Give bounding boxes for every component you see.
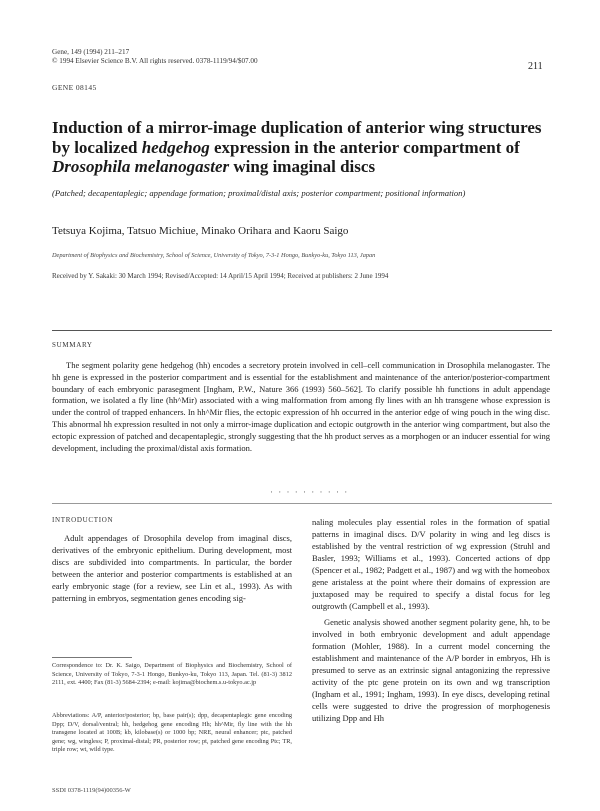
right-column xyxy=(312,516,550,724)
left-column xyxy=(52,532,292,604)
title-species: Drosophila melanogaster xyxy=(52,157,230,176)
intro-right-paragraph-2: Genetic analysis showed another segment polarity gene, hh, to be involved in both embryonic development and adult appendage formation (Mohler, 1988). In a current model concerning the establishment and maintenance of the A/P border in embryos, Hh is presumed to serve as an extrinsic signal antagonizing the repressive activity of the ptc gene protein on its own and wg transcription (Ingham et al., 1991; Ingham, 1993). In eye discs, developing retinal cells were suggested to drive the progression of morphogenesis utilizing Dpp and Hh xyxy=(312,617,550,723)
abbreviations-note: Abbreviations: A/P, anterior/posterior; bp, base pair(s); dpp, decapentaplegic gene encoding Dpp; D/V, dorsal/ventral; hh, hedgehog gene encoding Hh; hh^Mir, fly line with the hh transgene located at 100B; kb, kilobase(s) or 1000 bp; NRE, neural enhancer; ptc, patched gene; wg, wingless; P, proximal-distal; PR, posterior row; pt, patched gene encoding Ptc; TR, triple row; wt, wild type. xyxy=(52,712,292,754)
page-number: 211 xyxy=(528,61,543,72)
received-dates: Received by Y. Sakaki: 30 March 1994; Revised/Accepted: 14 April/15 April 1994; Received at publishers: 2 June 1994 xyxy=(52,272,389,280)
affiliation: Department of Biophysics and Biochemistry, School of Science, University of Tokyo, 7-3-1 Hongo, Bunkyo-ku, Tokyo 113, Japan xyxy=(52,252,376,259)
journal-citation: Gene, 149 (1994) 211–217 xyxy=(52,48,130,56)
intro-right-paragraph-1: naling molecules play essential roles in the formation of spatial patterns in imaginal discs. D/V polarity in wing and leg discs is established by the ventral restriction of wg expression (Struhl and Basler, 1993; Williams et al., 1993). Concerted actions of dpp (Spencer et al., 1982; Padgett et al., 1987) and wg with the homeobox gene aristaless at the point where their domains of expression are juxtaposed may be required to specify a distal focus for leg outgrowth (Campbell et al., 1993). xyxy=(312,517,550,611)
ssdi-footer: SSDI 0378-1119(94)00356-W xyxy=(52,787,131,794)
footnote-rule xyxy=(52,657,132,658)
title-post: wing imaginal discs xyxy=(229,157,376,176)
article-title xyxy=(52,118,552,177)
title-mid: expression in the anterior compartment of xyxy=(209,137,520,157)
title-gene: hedgehog xyxy=(141,137,210,157)
authors: Tetsuya Kojima, Tatsuo Michiue, Minako Orihara and Kaoru Saigo xyxy=(52,225,349,237)
intro-left-paragraph: Adult appendages of Drosophila develop from imaginal discs, derivatives of the embryonic epithelium. During development, most discs are subdivided into compartments. In particular, the border between the anterior and posterior compartments is established at an early embryonic stage (for a review, see Lin et al., 1993). As with patterning in embryos, segmentation genes encoding sig- xyxy=(52,533,292,603)
title-pre: Induction of a mirror-image duplication of anterior wing structures by localized xyxy=(52,118,542,157)
correspondence-note: Correspondence to: Dr. K. Saigo, Department of Biophysics and Biochemistry, School of Science, University of Tokyo, 7-3-1 Hongo, Bunkyo-ku, Tokyo 113, Japan. Tel. (81-3) 3812 2111, ext. 4400; Fax (81-3) 5684-2394; e-mail: kojima@biochem.s.u-tokyo.ac.jp xyxy=(52,662,292,687)
gene-id: GENE 08145 xyxy=(52,83,97,92)
summary-heading: SUMMARY xyxy=(52,341,93,349)
summary-rule xyxy=(52,330,552,331)
summary-text: The segment polarity gene hedgehog (hh) encodes a secretory protein involved in cell–cell communication in Drosophila melanogaster. The hh gene is expressed in the posterior compartment and is essential for the establishment and maintenance of the anterior/posterior-compartment boundary of each embryonic parasegment [Ingham, P.W., Nature 366 (1993) 560–562]. To clarify possible hh functions in adult appendage formation, we isolated a fly line (hh^Mir) associated with a wing malformation from among fly lines with an hh transgene whose expression is under the control of trapped enhancers. In hh^Mir flies, the ectopic expression of hh occurred in the anterior edge of wing pouch in the wing disc. This abnormal hh expression resulted in not only a mirror-image duplication and ectopic outgrowth in the anterior wing compartment, but also the ectopic expression of patched and decapentaplegic, strongly suggesting that the hh product serves as a morphogen or an inducer essential for wing development, including the proximal/distal axis formation. xyxy=(52,360,550,453)
keywords: (Patched; decapentaplegic; appendage formation; proximal/distal axis; posterior compartment; positional information) xyxy=(52,188,466,198)
introduction-heading: INTRODUCTION xyxy=(52,516,114,524)
copyright-line: © 1994 Elsevier Science B.V. All rights reserved. 0378-1119/94/$07.00 xyxy=(52,57,258,65)
section-rule xyxy=(52,503,552,504)
summary-end-dots: · · · · · · · · · · xyxy=(270,487,349,497)
